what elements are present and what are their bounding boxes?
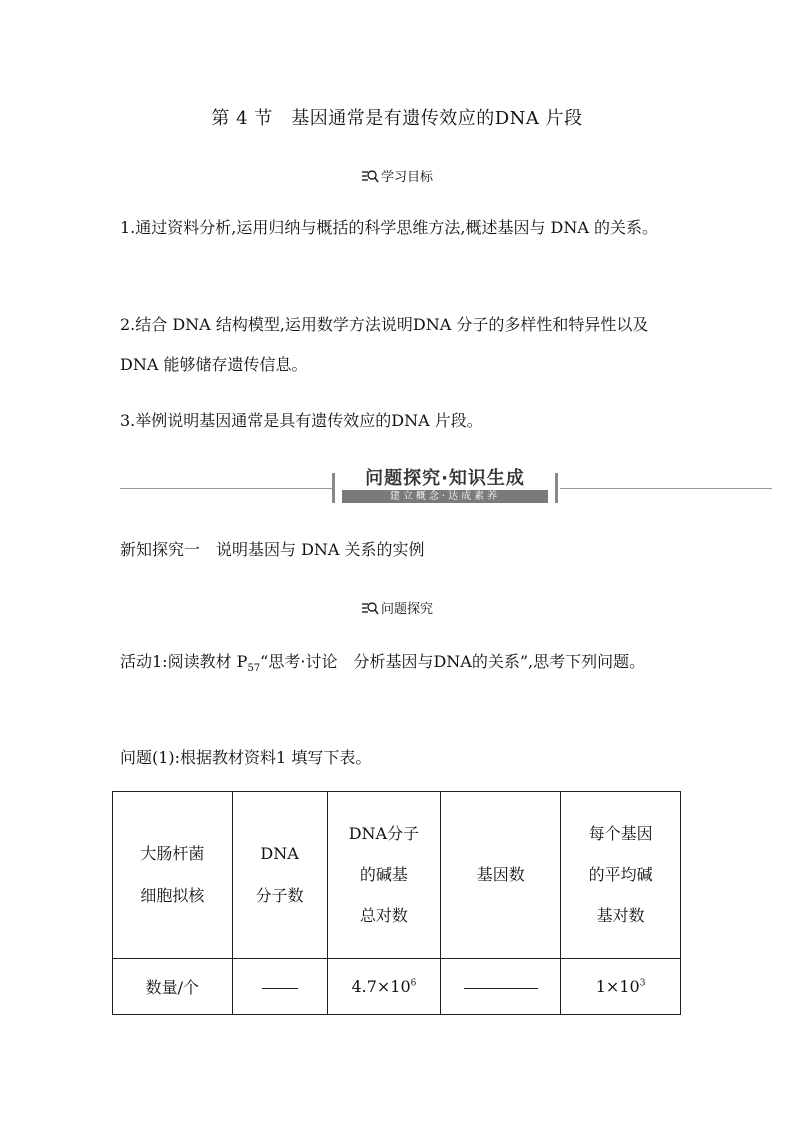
header-line: 基对数 [596, 906, 645, 925]
banner-bar-left [332, 473, 335, 503]
base-pairs-mantissa: 4.7×10 [351, 977, 411, 996]
inquiry-subheading [0, 598, 794, 619]
header-line: 细胞拟核 [140, 886, 205, 905]
header-line: 的碱基 [359, 865, 408, 884]
avg-pairs-cell [561, 959, 681, 1015]
header-line: DNA分子 [348, 824, 420, 843]
objective-3: 3.举例说明基因通常是具有遗传效应的DNA 片段。 [120, 411, 483, 430]
banner-rule-right [560, 488, 772, 489]
header-line: 总对数 [359, 906, 408, 925]
question-text: 问题(1):根据教材资料1 填写下表。 [120, 748, 372, 767]
header-cell [232, 792, 327, 959]
avg-exp: 3 [639, 978, 646, 989]
base-pairs-cell [327, 959, 441, 1015]
banner-bar-right [555, 473, 558, 503]
activity-suffix: “思考·讨论 分析基因与DNA的关系”,思考下列问题。 [260, 652, 646, 671]
magnifier-list-icon [361, 169, 379, 187]
header-line: DNA [260, 844, 299, 863]
objective-1: 1.通过资料分析,运用归纳与概括的科学思维方法,概述基因与 DNA 的关系。 [120, 218, 658, 237]
inquiry-title: 新知探究一 说明基因与 DNA 关系的实例 [120, 540, 425, 559]
objectives-heading [0, 166, 794, 187]
magnifier-list-icon [361, 601, 379, 619]
objective-2: 2.结合 DNA 结构模型,运用数学方法说明DNA 分子的多样性和特异性以及 DNA 能够储存遗传信息。 [120, 315, 649, 374]
header-line: 分子数 [255, 886, 304, 905]
data-table [112, 791, 681, 1015]
header-cell [441, 792, 561, 959]
inquiry-subheading-label: 问题探究 [380, 602, 433, 617]
banner-sub-text: 建立概念·达成素养 [342, 490, 548, 503]
activity-text [120, 642, 680, 689]
section-banner [330, 468, 560, 504]
header-cell [327, 792, 441, 959]
gene-count-blank[interactable] [441, 959, 561, 1015]
header-line: 基因数 [476, 865, 525, 884]
banner-rule-left [120, 488, 332, 489]
header-line: 每个基因 [588, 824, 653, 843]
table-header-row [113, 792, 681, 959]
base-pairs-exp: 6 [410, 978, 417, 989]
activity-page: 57 [247, 663, 261, 675]
header-cell [561, 792, 681, 959]
activity-prefix: 活动1:阅读教材 P [120, 652, 248, 671]
objectives-heading-label: 学习目标 [380, 170, 433, 185]
header-line: 大肠杆菌 [140, 844, 205, 863]
dna-count-blank[interactable] [232, 959, 327, 1015]
row-label: 数量/个 [113, 959, 233, 1015]
table-row [113, 959, 681, 1015]
avg-mantissa: 1×10 [595, 977, 640, 996]
header-cell [113, 792, 233, 959]
page-title: 第 4 节 基因通常是有遗传效应的DNA 片段 [211, 108, 583, 129]
header-line: 的平均碱 [588, 865, 653, 884]
banner-main-text: 问题探究·知识生成 [342, 468, 548, 490]
